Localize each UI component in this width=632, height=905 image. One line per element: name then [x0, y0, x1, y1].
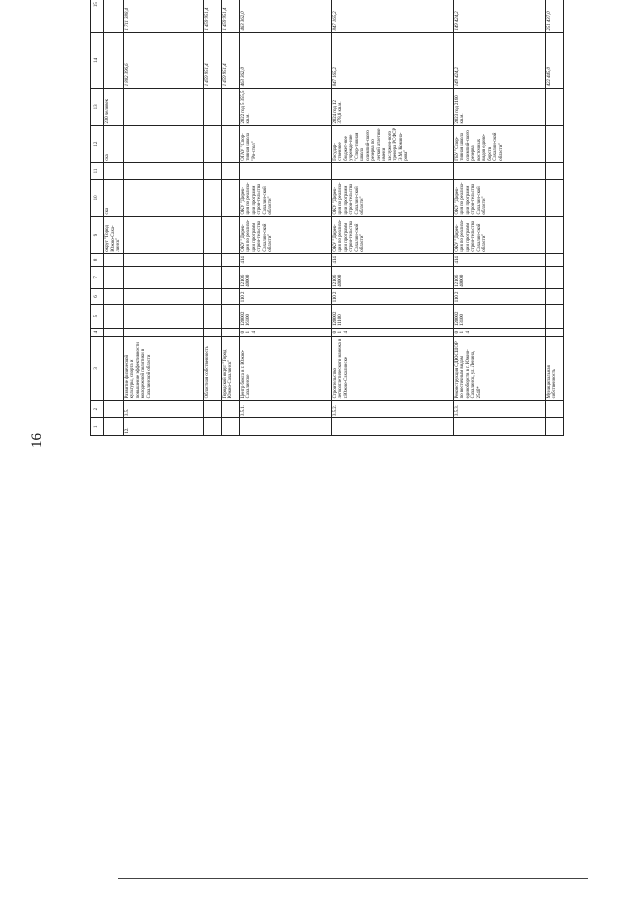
column-number: 6	[91, 289, 104, 305]
cell-col-14: 422 445,0	[545, 32, 563, 88]
cell-col-13: 2024 год 12 378,8 кв.м.	[331, 88, 453, 125]
cell-col-5: 120002 13100	[453, 304, 545, 328]
cell-col-11	[545, 163, 563, 180]
cell-col-3: Реконструкция СДЮСШОР по восточным видам единоборств в г. Южно-Сахалинск, ул. Ленина, 254б*	[453, 336, 545, 400]
cell-col-12	[545, 126, 563, 163]
cell-col-2	[221, 400, 239, 418]
cell-col-11	[221, 163, 239, 180]
page-number: 16	[29, 433, 45, 448]
cell-col-1: 12.	[123, 418, 203, 436]
continued-cell: ска	[104, 126, 124, 163]
table-row	[203, 0, 221, 436]
column-number: 2	[91, 400, 104, 418]
cell-col-10: ОКУ "Дирек-ция по реализа-ции программ строи-тельства Сахалин-ской области"	[239, 179, 331, 216]
column-number: 12	[91, 126, 104, 163]
cell-col-15: 251 437,0	[545, 0, 563, 32]
cell-col-7	[221, 266, 239, 289]
table-row	[239, 0, 331, 436]
column-number: 3	[91, 336, 104, 400]
cell-col-5	[123, 304, 203, 328]
column-number: 14	[91, 32, 104, 88]
cell-col-14: 1 459 951,4	[203, 32, 221, 88]
cell-col-6	[221, 289, 239, 305]
column-number: 7	[91, 266, 104, 289]
cell-col-5	[203, 304, 221, 328]
cell-col-7	[545, 266, 563, 289]
cell-col-2: 3.5.1.	[239, 400, 331, 418]
column-number: 10	[91, 179, 104, 216]
table-row	[545, 0, 563, 436]
cell-col-11	[239, 163, 331, 180]
column-number: 1	[91, 418, 104, 436]
cell-col-5: 120002 11100	[331, 304, 453, 328]
cell-col-15: 1 459 951,4	[203, 0, 221, 32]
cell-col-2: 3.5.	[123, 400, 203, 418]
cell-col-13	[123, 88, 203, 125]
cell-col-1	[453, 418, 545, 436]
cell-col-2	[545, 400, 563, 418]
continuation-row	[104, 0, 124, 436]
cell-col-4: 0 1 4	[331, 328, 453, 336]
cell-col-9	[221, 216, 239, 253]
cell-col-6: 110 2	[239, 289, 331, 305]
cell-col-11	[203, 163, 221, 180]
cell-col-10: ОКУ "Дирек-ция по реализа-ции программ строи-тельства Сахалин-ской области"	[453, 179, 545, 216]
cell-col-12	[203, 126, 221, 163]
cell-col-7	[203, 266, 221, 289]
cell-col-14: 463 362,0	[239, 32, 331, 88]
cell-col-4	[221, 328, 239, 336]
cell-col-10	[123, 179, 203, 216]
cell-col-12	[123, 126, 203, 163]
cell-col-13: 2023 год 2160 кв.м.	[453, 88, 545, 125]
cell-col-12	[221, 126, 239, 163]
cell-col-15: 149 424,2	[453, 0, 545, 32]
cell-col-2: 3.5.3.	[453, 400, 545, 418]
cell-col-9	[123, 216, 203, 253]
cell-col-4	[123, 328, 203, 336]
cell-col-6	[123, 289, 203, 305]
cell-col-2	[203, 400, 221, 418]
column-number: 4	[91, 328, 104, 336]
column-number-row	[91, 0, 104, 436]
cell-col-8	[123, 254, 203, 266]
cell-col-13	[545, 88, 563, 125]
table-row	[453, 0, 545, 436]
cell-col-10	[203, 179, 221, 216]
cell-col-9: ОКУ "Дирек-ция по реализа-ции программ строи-тельства Сахалин-ской области"	[331, 216, 453, 253]
cell-col-3: Городской округ "Город Южно-Сахалинск"	[221, 336, 239, 400]
cell-col-8: 414	[331, 254, 453, 266]
cell-col-12: ОГАУ "Спор-тивная школа "Ро-стол"	[239, 126, 331, 163]
budget-table	[90, 0, 564, 436]
cell-col-5	[221, 304, 239, 328]
cell-col-14: 149 424,2	[453, 32, 545, 88]
cell-col-10: ОКУ "Дирек-ция по реализа-ции программ строи-тельства Сахалин-ской области"	[331, 179, 453, 216]
cell-col-7: 12106 40000	[331, 266, 453, 289]
rotated-table-wrapper	[90, 2, 558, 856]
cell-col-4	[203, 328, 221, 336]
cell-col-11	[123, 163, 203, 180]
cell-col-8	[221, 254, 239, 266]
cell-col-3: Центр бокса в г. Южно-Сахалинске	[239, 336, 331, 400]
cell-col-8	[203, 254, 221, 266]
cell-col-6	[203, 289, 221, 305]
cell-col-6	[545, 289, 563, 305]
cell-col-1	[239, 418, 331, 436]
cell-col-1	[221, 418, 239, 436]
column-number: 11	[91, 163, 104, 180]
cell-col-11	[453, 163, 545, 180]
column-number: 8	[91, 254, 104, 266]
footer-rule	[118, 878, 588, 879]
cell-col-8: 414	[453, 254, 545, 266]
cell-col-15: 463 362,0	[239, 0, 331, 32]
column-number: 15	[91, 0, 104, 32]
continued-cell: 230 человек	[104, 88, 124, 125]
table-row	[123, 0, 203, 436]
cell-col-2: 3.5.2.	[331, 400, 453, 418]
cell-col-4: 0 1 4	[453, 328, 545, 336]
cell-col-14: 1 459 951,4	[221, 32, 239, 88]
cell-col-12: Государ-ственное бюджет-ное учрежде-ние "Спор-тивная школа олимпий-ского резерва по легкой атлетике имени заслужен-ного тренера РСФСР Э.М. Комина-рова"	[331, 126, 453, 163]
table-row	[331, 0, 453, 436]
cell-col-6: 110 2	[331, 289, 453, 305]
cell-col-10	[545, 179, 563, 216]
cell-col-9: ОКУ "Дирек-ция по реализа-ции программ строи-тельства Сахалин-ской области"	[239, 216, 331, 253]
cell-col-1	[545, 418, 563, 436]
cell-col-7: 12106 40000	[239, 266, 331, 289]
column-number: 9	[91, 216, 104, 253]
cell-col-10	[221, 179, 239, 216]
cell-col-13	[221, 88, 239, 125]
cell-col-5: 120002 16100	[239, 304, 331, 328]
cell-col-1	[203, 418, 221, 436]
cell-col-4: 0 1 4	[239, 328, 331, 336]
cell-col-11	[331, 163, 453, 180]
cell-col-15: 1 711 388,4	[123, 0, 203, 32]
column-number: 13	[91, 88, 104, 125]
cell-col-1	[331, 418, 453, 436]
continued-cell: округ "Город Южно-Саха-линск"	[104, 216, 124, 253]
cell-col-5	[545, 304, 563, 328]
cell-col-14: 1 882 396,6	[123, 32, 203, 88]
cell-col-4	[545, 328, 563, 336]
cell-col-3: Муниципальная собственность	[545, 336, 563, 400]
cell-col-15: 1 459 951,4	[221, 0, 239, 32]
cell-col-3: Строительство легкоатлетического манежа в г.Южно-Сахалинске	[331, 336, 453, 400]
cell-col-13	[203, 88, 221, 125]
cell-col-8	[545, 254, 563, 266]
continued-cell: ска	[104, 179, 124, 216]
cell-col-13: 2022 год 5 355,5 кв.м.	[239, 88, 331, 125]
cell-col-9: ОКУ "Дирек-ция по реализа-ции программ строи-тельства Сахалин-ской области"	[453, 216, 545, 253]
cell-col-7	[123, 266, 203, 289]
table-row	[221, 0, 239, 436]
cell-col-9	[545, 216, 563, 253]
cell-col-12: ГБУ "Спор-тивная школа олимпий-ского резерва восточных видов едино-борств Сахалин-ской области"	[453, 126, 545, 163]
cell-col-15: 847 165,2	[331, 0, 453, 32]
cell-col-14: 847 165,2	[331, 32, 453, 88]
cell-col-9	[203, 216, 221, 253]
cell-col-6: 110 2	[453, 289, 545, 305]
column-number: 5	[91, 304, 104, 328]
cell-col-3: Развитие физической культуры, спорта и повышение эффективности молодежной политики в Сахалинской области	[123, 336, 203, 400]
cell-col-3: Областная собственность	[203, 336, 221, 400]
cell-col-8: 414	[239, 254, 331, 266]
cell-col-7: 12106 40000	[453, 266, 545, 289]
